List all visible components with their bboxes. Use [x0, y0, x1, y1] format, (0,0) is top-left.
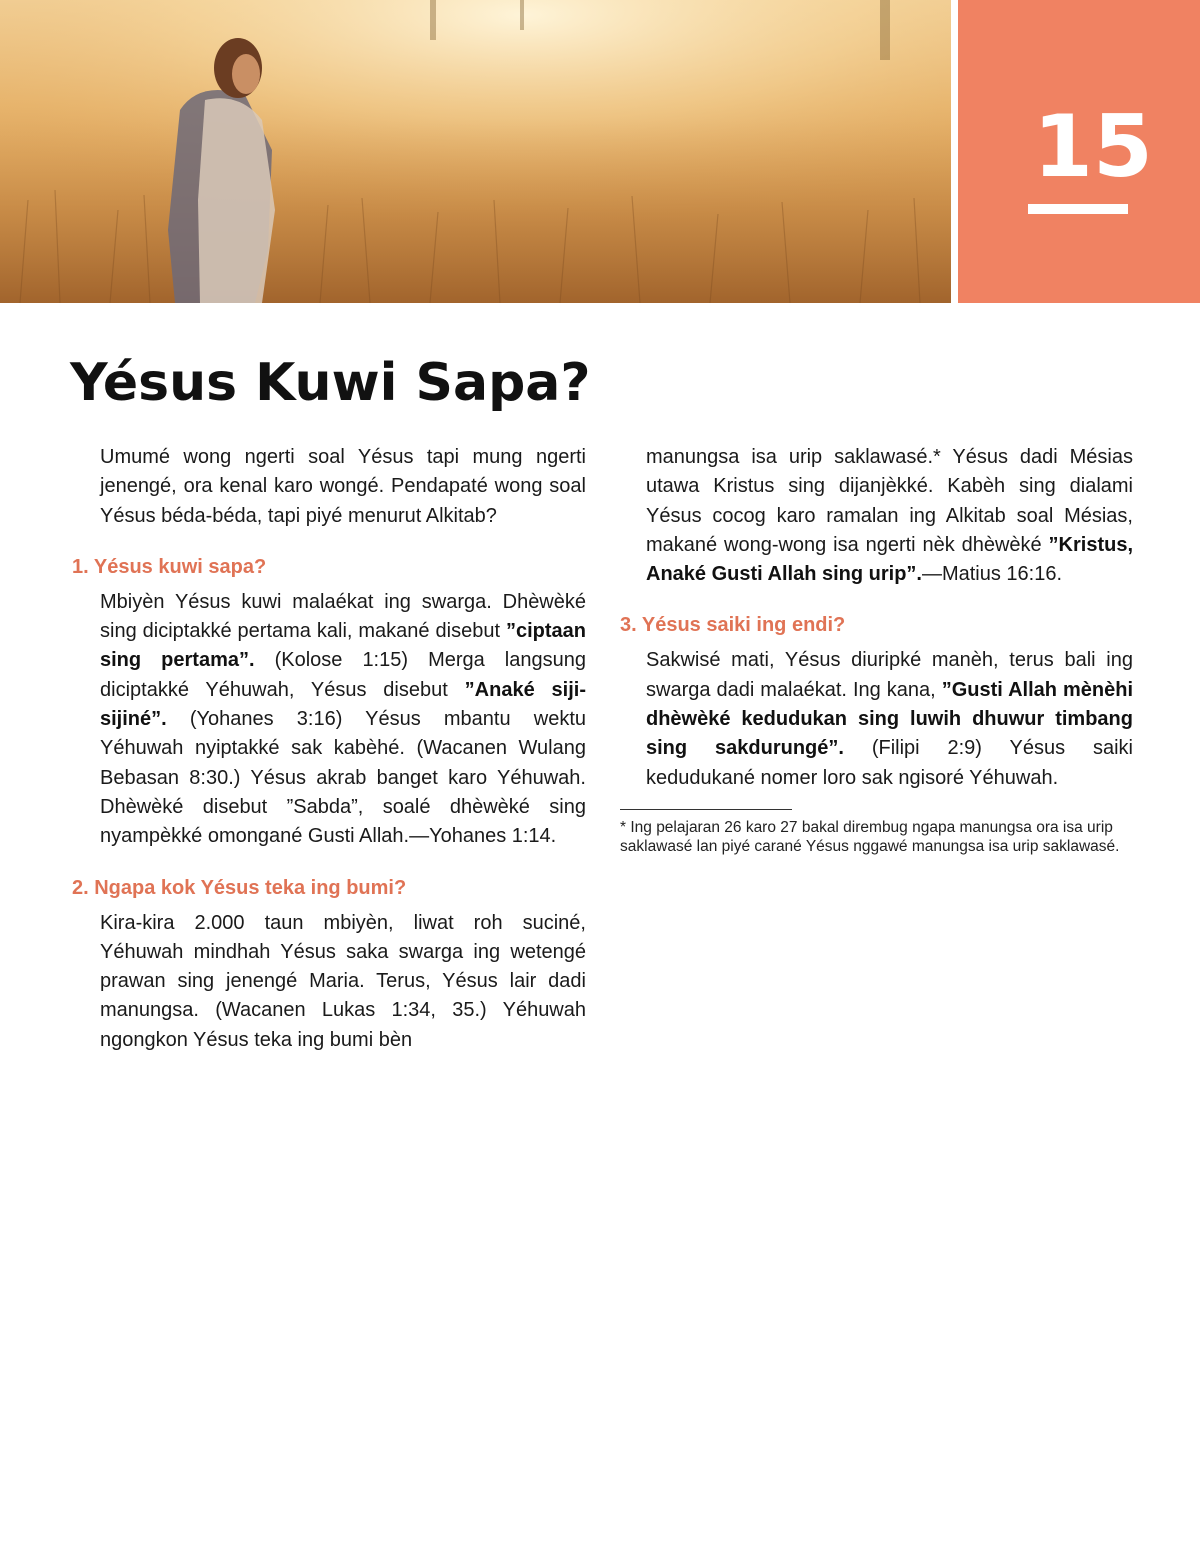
lesson-badge: [958, 0, 1200, 303]
hero-image: [0, 0, 951, 303]
answer-2-quote: ”Kristus, Anaké Gusti Allah sing urip”.: [646, 533, 1133, 586]
answer-3-quote: ”Gusti Allah mènèhi dhèwèké kedudukan sing luwih dhuwur timbang sing sakdurungé”.: [646, 678, 1133, 760]
intro-paragraph: Umumé wong ngerti soal Yésus tapi mung ngerti jenengé, ora kenal karo wongé. Pendapaté wong soal Yésus béda-béda, tapi piyé menurut Alkitab?: [100, 446, 586, 527]
lesson-number: 15: [1033, 97, 1153, 197]
right-column: [620, 443, 1133, 856]
answer-2-paragraph-continued: [620, 443, 1133, 589]
question-2-heading: 2. Ngapa kok Yésus teka ing bumi?: [72, 876, 407, 899]
answer-1-paragraph: [72, 588, 586, 852]
answer-1-text-3: (Yohanes 3:16) Yésus mbantu wektu Yéhuwah nyiptakké sak kabèhé. (Wacanen Wulang Bebasan 8:30.) Yésus akrab banget karo Yéhuwah. Dhèwèké disebut ”Sabda”, soalé dhèwèké sing nyampèkké omongané Gusti Allah.—Yohanes 1:14.: [100, 708, 586, 848]
answer-3-paragraph: [620, 646, 1133, 792]
answer-1-text-1: Mbiyèn Yésus kuwi malaékat ing swarga. Dhèwèké sing diciptakké pertama kali, makané disebut: [100, 590, 586, 643]
answer-3-text-1: Sakwisé mati, Yésus diuripké manèh, terus bali ing swarga dadi malaékat. Ing kana,: [646, 649, 1133, 701]
answer-2-text-2: —Matius 16:16.: [921, 563, 1063, 586]
question-3-heading: 3. Yésus saiki ing endi?: [620, 614, 846, 637]
lesson-number-underline: [1028, 204, 1128, 214]
answer-1-text-2: (Kolose 1:15) Merga langsung diciptakké Yéhuwah, Yésus disebut: [100, 649, 586, 701]
left-column: [72, 443, 586, 1055]
footnote-divider: [620, 809, 792, 810]
page-title: Yésus Kuwi Sapa?: [70, 353, 591, 413]
answer-1-quote-2: ”Anaké siji-sijiné”.: [100, 678, 586, 731]
answer-1-quote-1: ”ciptaan sing pertama”.: [100, 620, 586, 672]
footnote: * Ing pelajaran 26 karo 27 bakal dirembug ngapa manungsa ora isa urip saklawasé lan piyé carané Yésus nggawé manungsa isa urip saklawasé.: [620, 818, 1120, 855]
answer-2-text-1: manungsa isa urip saklawasé.* Yésus dadi Mésias utawa Kristus sing dijanjèkké. Kabèh sing dialami Yésus cocog karo ramalan ing Alkitab soal Mésias, makané wong-wong isa ngerti nèk dhèwèké: [646, 446, 1133, 556]
question-1-heading: 1. Yésus kuwi sapa?: [72, 555, 267, 578]
field-illustration: [0, 0, 951, 303]
answer-2-paragraph-start: Kira-kira 2.000 taun mbiyèn, liwat roh suciné, Yéhuwah mindhah Yésus saka swarga ing wetengé prawan sing jenengé Maria. Terus, Yésus lair dadi manungsa. (Wacanen Lukas 1:34, 35.) Yéhuwah ngongkon Yésus teka ing bumi bèn: [100, 911, 586, 1051]
answer-3-text-2: (Filipi 2:9) Yésus saiki kedudukané nomer loro sak ngisoré Yéhuwah.: [646, 737, 1133, 789]
